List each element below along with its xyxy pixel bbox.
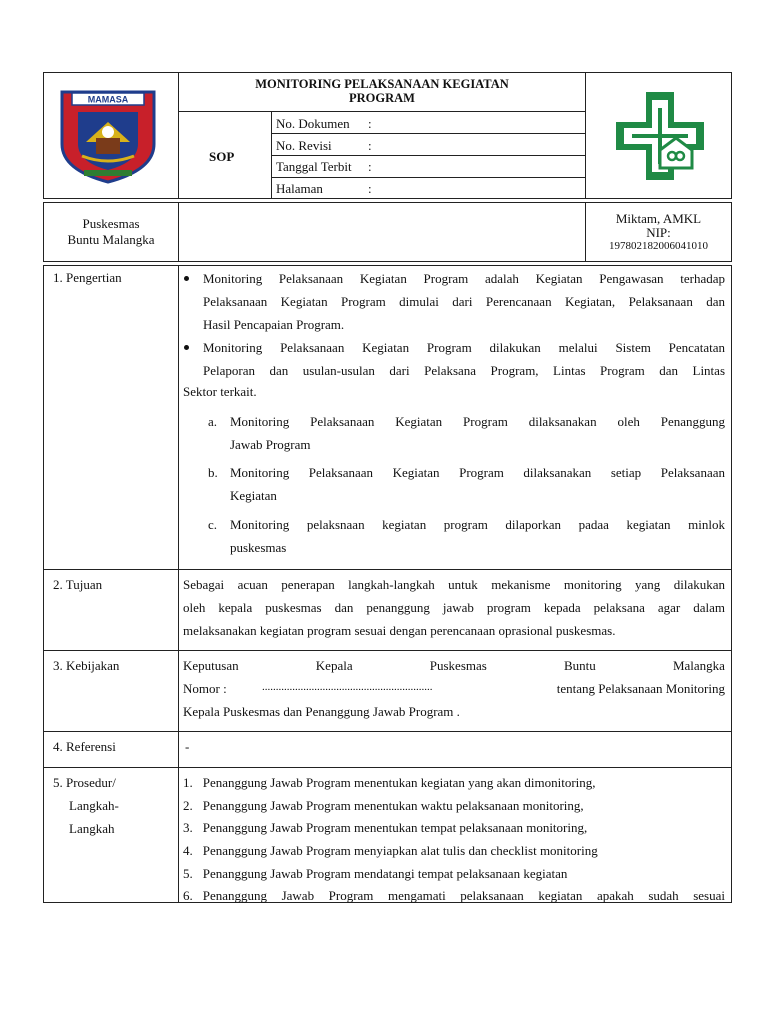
section-label-referensi: 4. Referensi — [53, 739, 116, 754]
section-label-langkah-2: Langkah — [69, 821, 115, 836]
pengertian-bullet-2: Monitoring Pelaksanaan Kegiatan Program dilakukan melalui Sistem Pencatatan Pelaporan dan usulan-usulan dari Pelaksana Program, Lintas Program dan Lintas — [203, 340, 725, 378]
crest-banner-text: MAMASA — [87, 94, 129, 105]
section-label-langkah: Langkah- — [69, 798, 119, 813]
procedure-step: 3. Penanggung Jawab Program menentukan tempat pelaksanaan monitoring, — [183, 820, 588, 835]
procedure-step: 2. Penanggung Jawab Program menentukan waktu pelaksanaan monitoring, — [183, 798, 584, 813]
field-label-no-dokumen: No. Dokumen — [276, 116, 350, 131]
kebijakan-nomor-dots: .............................................................. — [262, 681, 433, 693]
field-label-tanggal-terbit: Tanggal Terbit — [276, 159, 352, 174]
section-label-pengertian: 1. Pengertian — [53, 270, 122, 285]
field-sep: : — [368, 159, 372, 174]
signer-nip-label: NIP: — [646, 225, 671, 240]
section-label-tujuan: 2. Tujuan — [53, 577, 103, 592]
procedure-step: 5. Penanggung Jawab Program mendatangi tempat pelaksanaan kegiatan — [183, 866, 568, 881]
puskesmas-logo — [612, 88, 708, 184]
section-label-kebijakan: 3. Kebijakan — [53, 658, 120, 673]
kebijakan-line-3: Kepala Puskesmas dan Penanggung Jawab Program . — [183, 704, 460, 719]
title-line-1: MONITORING PELAKSANAAN KEGIATAN — [255, 77, 509, 91]
sop-label: SOP — [209, 149, 235, 164]
sub-item-a: Monitoring Pelaksanaan Kegiatan Program dilaksanakan oleh Penanggung Jawab Program — [230, 414, 725, 452]
sub-marker-b: b. — [208, 465, 218, 480]
kebijakan-tentang: tentang Pelaksanaan Monitoring — [556, 681, 725, 696]
sub-item-b: Monitoring Pelaksanaan Kegiatan Program dilaksanakan setiap Pelaksanaan Kegiatan — [230, 465, 725, 503]
regency-crest-logo — [56, 86, 160, 186]
bullet-dot — [184, 276, 189, 281]
sub-marker-c: c. — [208, 517, 218, 532]
sub-item-c: Monitoring pelaksnaan kegiatan program dilaporkan padaa kegiatan minlok puskesmas — [230, 517, 725, 555]
section-label-prosedur: 5. Prosedur/ — [53, 775, 116, 790]
procedure-step: 1. Penanggung Jawab Program menentukan kegiatan yang akan dimonitoring, — [183, 775, 596, 790]
procedure-step: 6. Penanggung Jawab Program mengamati pelaksanaan kegiatan apakah sudah sesuai — [183, 888, 725, 903]
procedure-step: 4. Penanggung Jawab Program menyiapkan alat tulis dan checklist monitoring — [183, 843, 598, 858]
tujuan-text: Sebagai acuan penerapan langkah-langkah untuk mekanisme monitoring yang dilakukan oleh kepala puskesmas dan penanggung jawab program kepada pelaksana agar dalam melaksanakan kegiatan program sesuai dengan perencanaan oprasional puskesmas. — [183, 577, 725, 638]
sub-marker-a: a. — [208, 414, 218, 429]
document-title — [180, 77, 584, 105]
bullet-dot — [184, 345, 189, 350]
pengertian-bullet-1: Monitoring Pelaksanaan Kegiatan Program adalah Kegiatan Pengawasan terhadap Pelaksanaan Kegiatan Program dimulai dari Perencanaan Kegiatan, Pelaksanaan dan Hasil Pencapaian Program. — [203, 271, 725, 332]
field-label-halaman: Halaman — [276, 181, 323, 196]
signer-nip: 197802182006041010 — [609, 240, 708, 252]
puskesmas-name-line-2: Buntu Malangka — [67, 232, 155, 247]
field-sep: : — [368, 181, 372, 196]
pengertian-bullet-2-last: Sektor terkait. — [183, 384, 257, 399]
kebijakan-line-1: Keputusan Kepala Puskesmas Buntu Malangka — [183, 658, 725, 673]
field-sep: : — [368, 116, 372, 131]
kebijakan-nomor: Nomor : — [183, 681, 227, 696]
signer-name: Miktam, AMKL — [615, 211, 702, 226]
puskesmas-name-line-1: Puskesmas — [82, 216, 140, 231]
title-line-2: PROGRAM — [349, 91, 415, 105]
field-sep: : — [368, 138, 372, 153]
referensi-value: - — [185, 739, 190, 754]
field-label-no-revisi: No. Revisi — [276, 138, 332, 153]
